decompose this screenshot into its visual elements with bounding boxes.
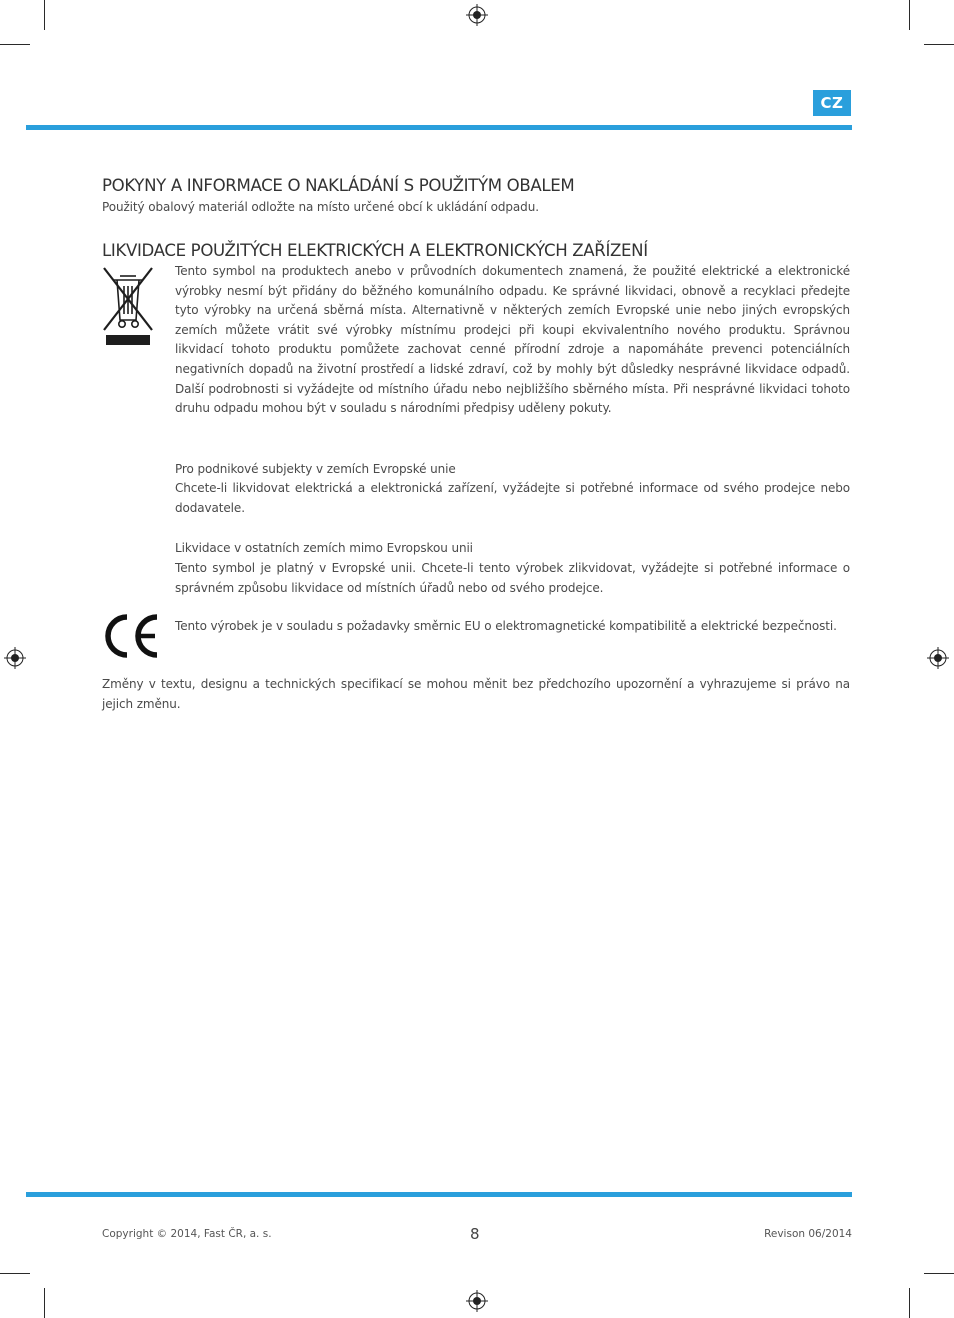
business-title: Pro podnikové subjekty v zemích Evropské unie xyxy=(175,462,456,476)
crop-mark xyxy=(44,1288,45,1318)
bottom-rule xyxy=(26,1192,852,1197)
crossed-bin-icon xyxy=(102,264,154,348)
language-badge: CZ xyxy=(813,90,851,116)
registration-mark-icon xyxy=(4,647,26,669)
packaging-text: Použitý obalový materiál odložte na místo určené obcí k ukládání odpadu. xyxy=(102,200,539,214)
crop-mark xyxy=(909,1288,910,1318)
ce-text: Tento výrobek je v souladu s požadavky směrnic EU o elektromagnetické kompatibilitě a elektrické bezpečnosti. xyxy=(175,619,837,633)
outside-eu-title: Likvidace v ostatních zemích mimo Evropskou unii xyxy=(175,541,473,555)
registration-mark-icon xyxy=(466,1290,488,1312)
ce-mark-icon xyxy=(102,614,160,658)
revision-text: Revison 06/2014 xyxy=(764,1228,852,1240)
copyright-text: Copyright © 2014, Fast ČR, a. s. xyxy=(102,1228,272,1240)
packaging-heading: POKYNY A INFORMACE O NAKLÁDÁNÍ S POUŽITÝM OBALEM xyxy=(102,176,575,195)
business-text: Chcete-li likvidovat elektrická a elektronická zařízení, vyžádejte si potřebné informace od svého prodejce nebo dodavatele. xyxy=(175,481,850,515)
top-rule xyxy=(26,125,852,130)
weee-heading: LIKVIDACE POUŽITÝCH ELEKTRICKÝCH A ELEKTRONICKÝCH ZAŘÍZENÍ xyxy=(102,241,648,260)
crop-mark xyxy=(924,44,954,45)
crop-mark xyxy=(44,0,45,30)
crop-mark xyxy=(0,44,30,45)
changes-notice: Změny v textu, designu a technických specifikací se mohou měnit bez předchozího upozornění a vyhrazujeme si právo na jejich změnu. xyxy=(102,677,850,711)
outside-eu-text: Tento symbol je platný v Evropské unii. Chcete-li tento výrobek zlikvidovat, vyžádejte si potřebné informace o správném způsobu likvidace od místních úřadů nebo od svého prodejce. xyxy=(175,561,850,595)
crop-mark xyxy=(924,1273,954,1274)
weee-text: Tento symbol na produktech anebo v průvodních dokumentech znamená, že použité elektrické a elektronické výrobky nesmí být přidány do běžného komunálního odpadu. Ke správné likvidaci, obnově a recyklaci předejte tyto výrobky na určená sběrná místa. Alternativně v některých zemích Evropské unie nebo jiných evropských zemích můžete vrátit své výrobky místnímu prodejci při koupi ekvivalentního nového produktu. Správnou likvidací tohoto produktu pomůžete zachovat cenné přírodní zdroje a napomáháte prevenci potenciálních negativních dopadů na životní prostředí a lidské zdraví, což by mohly být důsledky nesprávné likvidace odpadů. Další podrobnosti si vyžádejte od místního úřadu nebo nejbližšího sběrného místa. Při nesprávné likvidaci tohoto druhu odpadu mohou být v souladu s národními předpisy uděleny pokuty. xyxy=(175,264,850,416)
page-number: 8 xyxy=(470,1225,480,1243)
crop-mark xyxy=(909,0,910,30)
crop-mark xyxy=(0,1273,30,1274)
registration-mark-icon xyxy=(927,647,949,669)
registration-mark-icon xyxy=(466,4,488,26)
